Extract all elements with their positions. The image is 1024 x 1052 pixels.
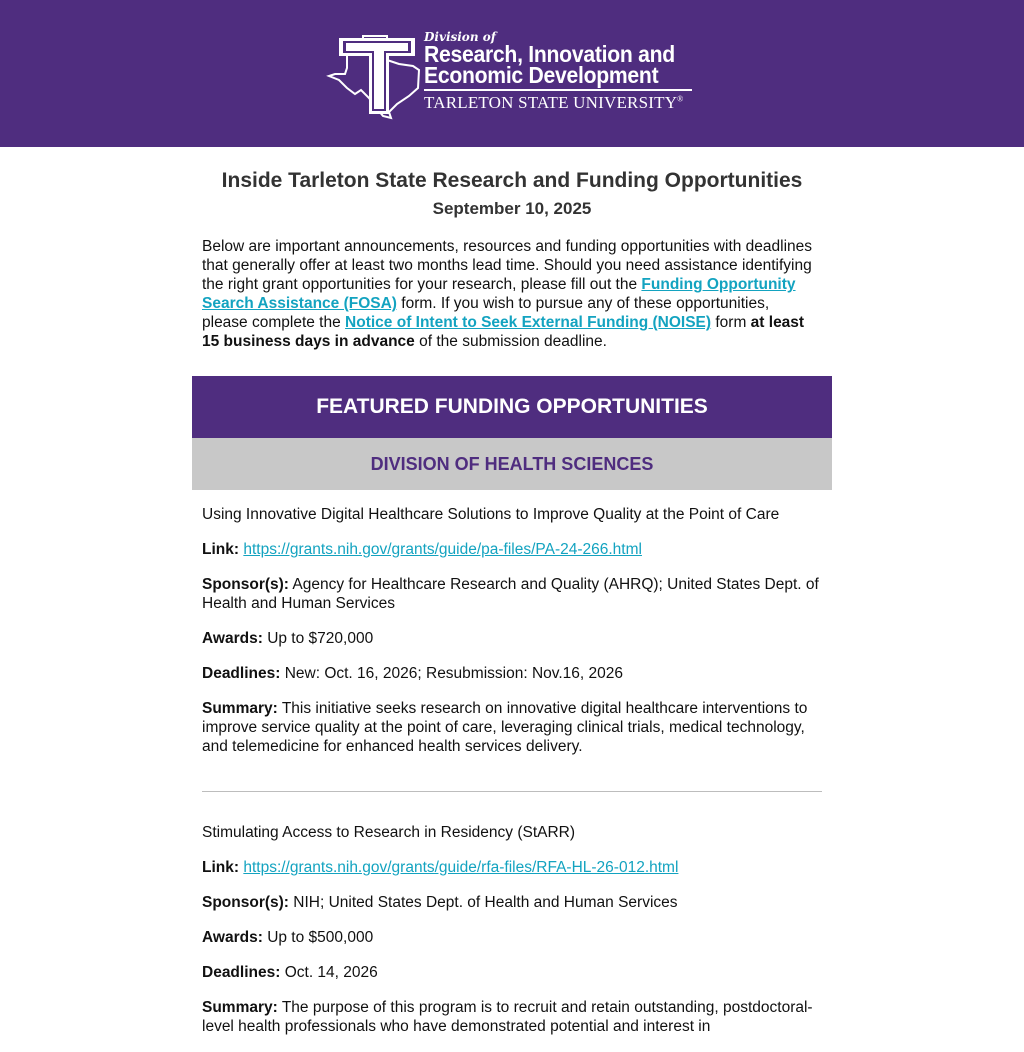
fosa-link[interactable]: Funding Opportunity Search Assistance (FOSA) [202, 276, 796, 312]
logo-rule [424, 89, 692, 91]
noise-link[interactable]: Notice of Intent to Seek External Funding (NOISE) [345, 314, 712, 331]
opportunity-summary: This initiative seeks research on innovative digital healthcare interventions to improve service quality at the point of care, leveraging clinical trials, medical technology, and telemedicine for enhanced health services delivery. [202, 700, 808, 755]
university-logo[interactable] [325, 30, 700, 120]
opportunity-link[interactable]: https://grants.nih.gov/grants/guide/rfa-files/RFA-HL-26-012.html [243, 859, 679, 876]
newsletter-date: September 10, 2025 [432, 199, 592, 218]
opportunity-sponsor: Agency for Healthcare Research and Quality (AHRQ); United States Dept. of Health and Human Services [202, 576, 819, 612]
texas-t-logo-icon [325, 30, 425, 120]
logo-line-1: Research, Innovation and [424, 41, 675, 67]
opportunity-summary: The purpose of this program is to recruit and retain outstanding, postdoctoral-level health professionals who have demonstrated potential and interest in [202, 999, 813, 1035]
logo-university-name: TARLETON STATE UNIVERSITY® [424, 93, 684, 112]
opportunity-title: Stimulating Access to Research in Residency (StARR) [202, 824, 576, 841]
opportunity-awards: Up to $500,000 [267, 929, 374, 946]
section-heading: DIVISION OF HEALTH SCIENCES [192, 438, 832, 490]
intro-paragraph: Below are important announcements, resources and funding opportunities with deadlines that generally offer at least two months lead time. Should you need assistance identifying the right grant opportunities for your research, please fill out the Funding Opportunity Search Assistance (FOSA) form. If you wish to pursue any of these opportunities, please complete the Notice of Intent to Seek External Funding (NOISE) form at least 15 business days in advance of the submission deadline. [202, 238, 813, 350]
opportunity-deadlines: New: Oct. 16, 2026; Resubmission: Nov.16, 2026 [284, 665, 624, 682]
opportunity-item: Using Innovative Digital Healthcare Solutions to Improve Quality at the Point of Care Link: https://grants.nih.gov/grants/guide/pa-files/PA-24-266.html Sponsor(s): Agency for Healthcare Research and Quality (AHRQ); United States Dept. of Health and Human Services Awards: Up to $720,000 Deadlines: New: Oct. 16, 2026; Resubmission: Nov.16, 2026 Summary: This initiative seeks research on innovative digital healthcare interventions to improve service quality at the point of care, leveraging clinical trials, medical technology, and telemedicine for enhanced health services delivery. [202, 505, 822, 772]
opportunity-awards: Up to $720,000 [267, 630, 374, 647]
featured-banner: FEATURED FUNDING OPPORTUNITIES [192, 376, 832, 438]
opportunity-deadlines: Oct. 14, 2026 [284, 964, 378, 981]
divider [202, 791, 822, 792]
logo-division-text: Division of [424, 30, 496, 44]
opportunity-item: Stimulating Access to Research in Residency (StARR) Link: https://grants.nih.gov/grants/guide/rfa-files/RFA-HL-26-012.html Sponsor(s): NIH; United States Dept. of Health and Human Services Awards: Up to $500,000 Deadlines: Oct. 14, 2026 Summary: The purpose of this program is to recruit and retain outstanding, postdoctoral-level health professionals who have demonstrated potential and interest in [202, 823, 822, 1052]
opportunity-link[interactable]: https://grants.nih.gov/grants/guide/pa-files/PA-24-266.html [243, 541, 642, 558]
opportunity-sponsor: NIH; United States Dept. of Health and Human Services [293, 894, 678, 911]
logo-line-2: Economic Development [424, 62, 659, 88]
header-banner [0, 0, 1024, 147]
opportunity-title: Using Innovative Digital Healthcare Solutions to Improve Quality at the Point of Care [202, 506, 780, 523]
newsletter-title: Inside Tarleton State Research and Funding Opportunities [221, 169, 803, 192]
